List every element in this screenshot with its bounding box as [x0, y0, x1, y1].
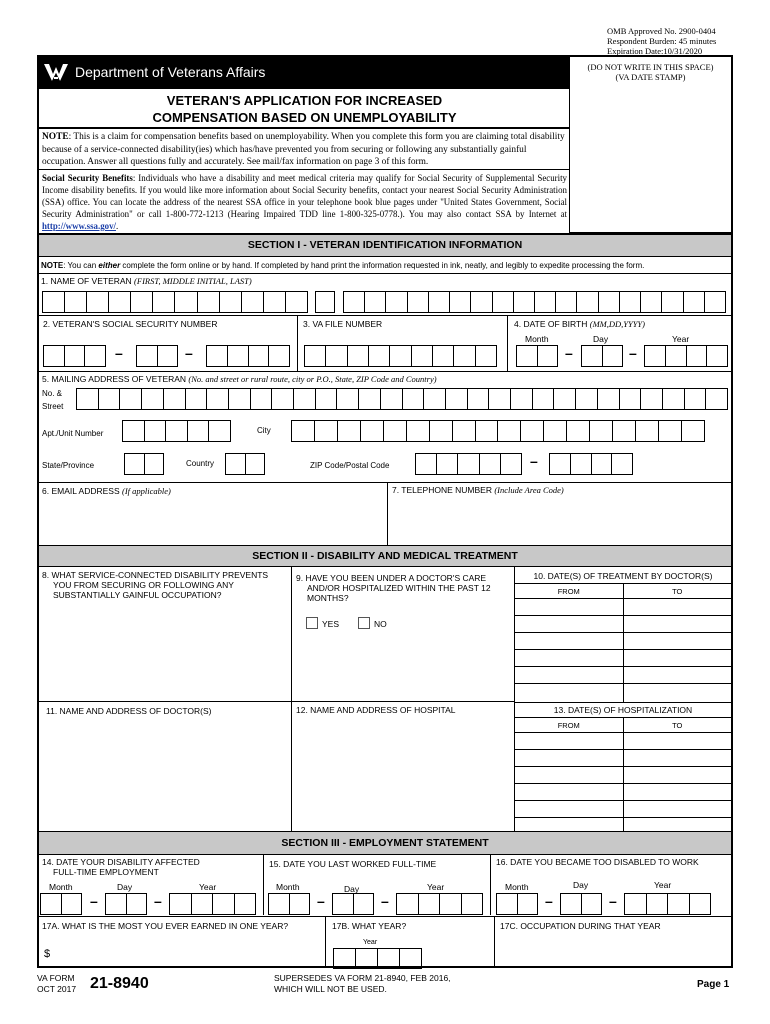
supersedes-note	[274, 973, 451, 995]
dob-year-label: Year	[672, 334, 690, 344]
street-l2: Street	[42, 402, 64, 411]
q7-label	[392, 485, 564, 495]
dash: –	[545, 893, 553, 909]
q15-year-label: Year	[427, 882, 445, 892]
from-cell[interactable]	[515, 750, 624, 766]
q7-text: 7. TELEPHONE NUMBER	[392, 485, 495, 495]
from-cell[interactable]	[515, 767, 624, 783]
dash: –	[115, 345, 123, 361]
state-input[interactable]	[124, 453, 164, 475]
from-cell[interactable]	[515, 784, 624, 800]
q8-label	[42, 570, 268, 600]
q15-month-input[interactable]	[268, 893, 310, 915]
q6-hint: (If applicable)	[122, 486, 171, 496]
to-header: TO	[672, 721, 683, 730]
omb-expiration: Expiration Date:10/31/2020	[607, 46, 703, 56]
q6-text: 6. EMAIL ADDRESS	[42, 486, 122, 496]
table-row	[515, 750, 731, 767]
q14-month-label: Month	[49, 882, 73, 892]
to-cell[interactable]	[624, 633, 732, 649]
stamp-line1: (DO NOT WRITE IN THIS SPACE)	[587, 62, 714, 72]
apt-label: Apt./Unit Number	[42, 429, 104, 438]
to-cell[interactable]	[624, 599, 732, 615]
section-3-header: SECTION III - EMPLOYMENT STATEMENT	[39, 831, 731, 855]
omb-approved: OMB Approved No. 2900-0404	[607, 26, 716, 36]
divider	[514, 702, 731, 703]
q9-label	[296, 573, 491, 603]
note-label: NOTE	[42, 132, 69, 142]
country-label: Country	[186, 459, 215, 468]
to-cell[interactable]	[624, 784, 732, 800]
occupation-input[interactable]	[498, 933, 728, 966]
supersedes-l2: WHICH WILL NOT BE USED.	[274, 984, 387, 994]
q8-l3: SUBSTANTIALLY GAINFUL OCCUPATION?	[53, 590, 222, 600]
doctor-address-input[interactable]	[41, 719, 289, 829]
no-checkbox[interactable]	[358, 617, 370, 629]
dash: –	[629, 345, 637, 361]
note-text: : This is a claim for compensation benefits based on unemployability. When you complete this form you are claiming total disability because of a service-connected disability(ies) which has/have prevented you from securing or following any substantially gainful occupation. Answer all questions fully and accurately. See mail/fax information on page 3 of this form.	[42, 132, 565, 167]
ssn-part3-input[interactable]	[206, 345, 290, 367]
zip-label: ZIP Code/Postal Code	[310, 461, 390, 470]
apt-input[interactable]	[122, 420, 231, 442]
omb-burden: Respondent Burden: 45 minutes	[607, 36, 717, 46]
q16-day-input[interactable]	[560, 893, 602, 915]
title-line1: VETERAN'S APPLICATION FOR INCREASED	[166, 93, 443, 108]
ssb-end: .	[115, 221, 119, 231]
supersedes-l1: SUPERSEDES VA FORM 21-8940, FEB 2016,	[274, 973, 451, 983]
table-row	[515, 733, 731, 750]
city-label: City	[257, 426, 271, 435]
q17b-year-input[interactable]	[333, 948, 422, 969]
q4-hint: (MM,DD,YYYY)	[589, 319, 645, 329]
dob-month-label: Month	[525, 334, 549, 344]
s1-note-label: NOTE	[41, 261, 64, 270]
section-2-header: SECTION II - DISABILITY AND MEDICAL TREATMENT	[39, 545, 731, 567]
dash: –	[381, 893, 389, 909]
dollar-sign: $	[44, 948, 51, 960]
to-cell[interactable]	[624, 767, 732, 783]
q16-year-input[interactable]	[624, 893, 711, 915]
q4-text: 4. DATE OF BIRTH	[514, 319, 590, 329]
divider	[494, 916, 495, 968]
q9-l1: 9. HAVE YOU BEEN UNDER A DOCTOR'S CARE	[296, 573, 487, 583]
hospital-address-input[interactable]	[295, 719, 511, 829]
section-1-note	[41, 261, 644, 271]
dob-day-label: Day	[593, 334, 609, 344]
s1-note-post: complete the form online or by hand. If completed by hand print the information requested in ink, neatly, and legibly to expedite processing the form.	[120, 261, 645, 270]
city-input[interactable]	[291, 420, 705, 442]
q15-label: 15. DATE YOU LAST WORKED FULL-TIME	[269, 859, 437, 869]
q5-text: 5. MAILING ADDRESS OF VETERAN	[42, 374, 189, 384]
ssn-part2-input[interactable]	[136, 345, 178, 367]
s1-note-pre: : You can	[63, 261, 99, 270]
va-logo-icon	[43, 61, 69, 83]
table-row	[515, 650, 731, 667]
dash: –	[609, 893, 617, 909]
q13-label: 13. DATE(S) OF HOSPITALIZATION	[553, 705, 693, 715]
table-row	[515, 784, 731, 801]
q14-month-input[interactable]	[40, 893, 82, 915]
q8-answer-input[interactable]	[41, 603, 289, 701]
form-number: 21-8940	[90, 975, 149, 992]
yes-checkbox[interactable]	[306, 617, 318, 629]
table-row	[515, 599, 731, 616]
q17c-label: 17C. OCCUPATION DURING THAT YEAR	[500, 921, 661, 931]
ssa-link[interactable]: http://www.ssa.gov/	[42, 221, 116, 231]
q16-month-label: Month	[505, 882, 529, 892]
divider	[297, 315, 298, 372]
omb-info	[607, 26, 716, 56]
treatment-dates-table	[514, 583, 731, 703]
divider	[325, 916, 326, 968]
ssn-part1-input[interactable]	[43, 345, 106, 367]
from-cell[interactable]	[515, 684, 624, 703]
q10-label: 10. DATE(S) OF TREATMENT BY DOCTOR(S)	[533, 571, 713, 581]
from-cell[interactable]	[515, 733, 624, 749]
to-cell[interactable]	[624, 650, 732, 666]
divider	[39, 273, 731, 274]
to-cell[interactable]	[624, 667, 732, 683]
q8-l1: 8. WHAT SERVICE-CONNECTED DISABILITY PREVENTS	[42, 570, 269, 580]
table-row	[515, 684, 731, 703]
s1-note-em: either	[98, 261, 121, 270]
to-cell[interactable]	[624, 801, 732, 817]
q6-label	[42, 486, 171, 496]
table-row	[515, 633, 731, 650]
form-body	[37, 233, 733, 968]
divider	[39, 482, 731, 483]
q3-label: 3. VA FILE NUMBER	[303, 319, 383, 329]
zip-plus4-input[interactable]	[549, 453, 633, 475]
divider	[39, 701, 515, 702]
q17a-label: 17A. WHAT IS THE MOST YOU EVER EARNED IN ONE YEAR?	[42, 921, 289, 931]
zip-input[interactable]	[415, 453, 522, 475]
street-input[interactable]	[76, 388, 728, 410]
from-cell[interactable]	[515, 801, 624, 817]
from-header: FROM	[515, 718, 624, 732]
section-1-header: SECTION I - VETERAN IDENTIFICATION INFORMATION	[39, 235, 731, 257]
q14-l2: FULL-TIME EMPLOYMENT	[53, 867, 159, 877]
max-earnings-input[interactable]	[53, 935, 323, 965]
to-cell[interactable]	[624, 684, 732, 703]
q12-label: 12. NAME AND ADDRESS OF HOSPITAL	[296, 705, 456, 715]
dash: –	[90, 893, 98, 909]
table-row	[515, 801, 731, 818]
q1-text: 1. NAME OF VETERAN	[41, 276, 135, 286]
q5-label	[42, 374, 437, 384]
last-name-input[interactable]	[343, 291, 726, 313]
footer-date: OCT 2017	[37, 984, 77, 994]
note-box	[37, 129, 570, 170]
from-cell[interactable]	[515, 633, 624, 649]
q8-l2: YOU FROM SECURING OR FOLLOWING ANY	[53, 580, 234, 590]
q14-l1: 14. DATE YOUR DISABILITY AFFECTED	[42, 857, 200, 867]
divider	[263, 855, 264, 915]
divider	[291, 567, 292, 831]
telephone-input[interactable]	[391, 497, 729, 543]
dash: –	[565, 345, 573, 361]
q9-l3: MONTHS?	[307, 593, 349, 603]
q17b-label: 17B. WHAT YEAR?	[332, 921, 407, 931]
dob-year-input[interactable]	[644, 345, 728, 367]
q16-label: 16. DATE YOU BECAME TOO DISABLED TO WORK	[496, 857, 699, 867]
social-security-benefits	[37, 170, 570, 234]
dob-month-input[interactable]	[516, 345, 558, 367]
divider	[507, 315, 508, 372]
agency-name: Department of Veterans Affairs	[75, 64, 266, 80]
footer-form-id	[37, 973, 76, 995]
ssb-text: : Individuals who have a disability and meet medical criteria may qualify for Social Security of Supplemental Security Income disability benefits. If you would like more information about Social Security benefits, contact your nearest Social Security Administration (SSA) office. You can locate the address of the nearest SSA office in your telephone book blue pages under "United States Government, Social Security Administration" or call 1-800-772-1213 (Hearing Impaired TDD line 1-800-325-0778.). You may also contact SSA by Internet at	[42, 173, 567, 219]
from-cell[interactable]	[515, 667, 624, 683]
state-label: State/Province	[42, 461, 95, 470]
footer-va-form: VA FORM	[37, 973, 75, 983]
q14-year-label: Year	[199, 882, 217, 892]
q11-label: 11. NAME AND ADDRESS OF DOCTOR(S)	[46, 706, 212, 716]
divider	[39, 371, 731, 372]
q15-day-input[interactable]	[332, 893, 374, 915]
va-date-stamp-box	[569, 55, 733, 234]
q16-month-input[interactable]	[496, 893, 538, 915]
country-input[interactable]	[225, 453, 265, 475]
q14-day-input[interactable]	[105, 893, 147, 915]
q15-month-label: Month	[276, 882, 300, 892]
middle-initial-input[interactable]	[315, 291, 335, 313]
q15-day-label: Day	[344, 884, 360, 894]
email-input[interactable]	[41, 497, 385, 543]
from-header: FROM	[515, 584, 624, 598]
agency-header	[37, 55, 570, 89]
yes-label: YES	[322, 619, 340, 629]
to-header: TO	[672, 587, 683, 596]
divider	[39, 315, 731, 316]
q14-year-input[interactable]	[169, 893, 256, 915]
divider	[490, 855, 491, 915]
q14-day-label: Day	[117, 882, 133, 892]
from-cell[interactable]	[515, 616, 624, 632]
to-cell[interactable]	[624, 750, 732, 766]
q15-year-input[interactable]	[396, 893, 483, 915]
form-title	[37, 89, 570, 129]
street-l1: No. &	[42, 389, 63, 398]
title-line2: COMPENSATION BASED ON UNEMPLOYABILITY	[152, 110, 457, 125]
table-row	[515, 667, 731, 684]
q7-hint: (Include Area Code)	[494, 485, 564, 495]
table-row	[515, 616, 731, 633]
to-cell[interactable]	[624, 733, 732, 749]
no-label: NO	[374, 619, 387, 629]
dash: –	[530, 453, 538, 469]
q4-label	[514, 319, 645, 329]
divider	[387, 482, 388, 545]
q17b-year-label: Year	[363, 939, 378, 946]
dash: –	[185, 345, 193, 361]
va-file-number-input[interactable]	[304, 345, 497, 367]
q14-label	[42, 857, 200, 877]
q1-hint: (FIRST, MIDDLE INITIAL, LAST)	[134, 276, 252, 286]
q2-label: 2. VETERAN'S SOCIAL SECURITY NUMBER	[43, 319, 218, 329]
q5-hint: (No. and street or rural route, city or P.O., State, ZIP Code and Country)	[188, 374, 437, 384]
q9-l2: AND/OR HOSPITALIZED WITHIN THE PAST 12	[307, 583, 491, 593]
from-cell[interactable]	[515, 650, 624, 666]
dash: –	[317, 893, 325, 909]
q1-label	[41, 276, 252, 286]
to-cell[interactable]	[624, 616, 732, 632]
table-row	[515, 767, 731, 784]
divider	[39, 916, 731, 917]
q16-year-label: Year	[654, 880, 672, 890]
first-name-input[interactable]	[42, 291, 308, 313]
page-number: Page 1	[697, 979, 730, 990]
dob-day-input[interactable]	[581, 345, 623, 367]
q16-day-label: Day	[573, 880, 589, 890]
stamp-line2: (VA DATE STAMP)	[615, 72, 686, 82]
street-label	[42, 389, 63, 412]
ssb-label: Social Security Benefits	[42, 173, 133, 183]
dash: –	[154, 893, 162, 909]
from-cell[interactable]	[515, 599, 624, 615]
hospitalization-dates-table	[514, 717, 731, 835]
